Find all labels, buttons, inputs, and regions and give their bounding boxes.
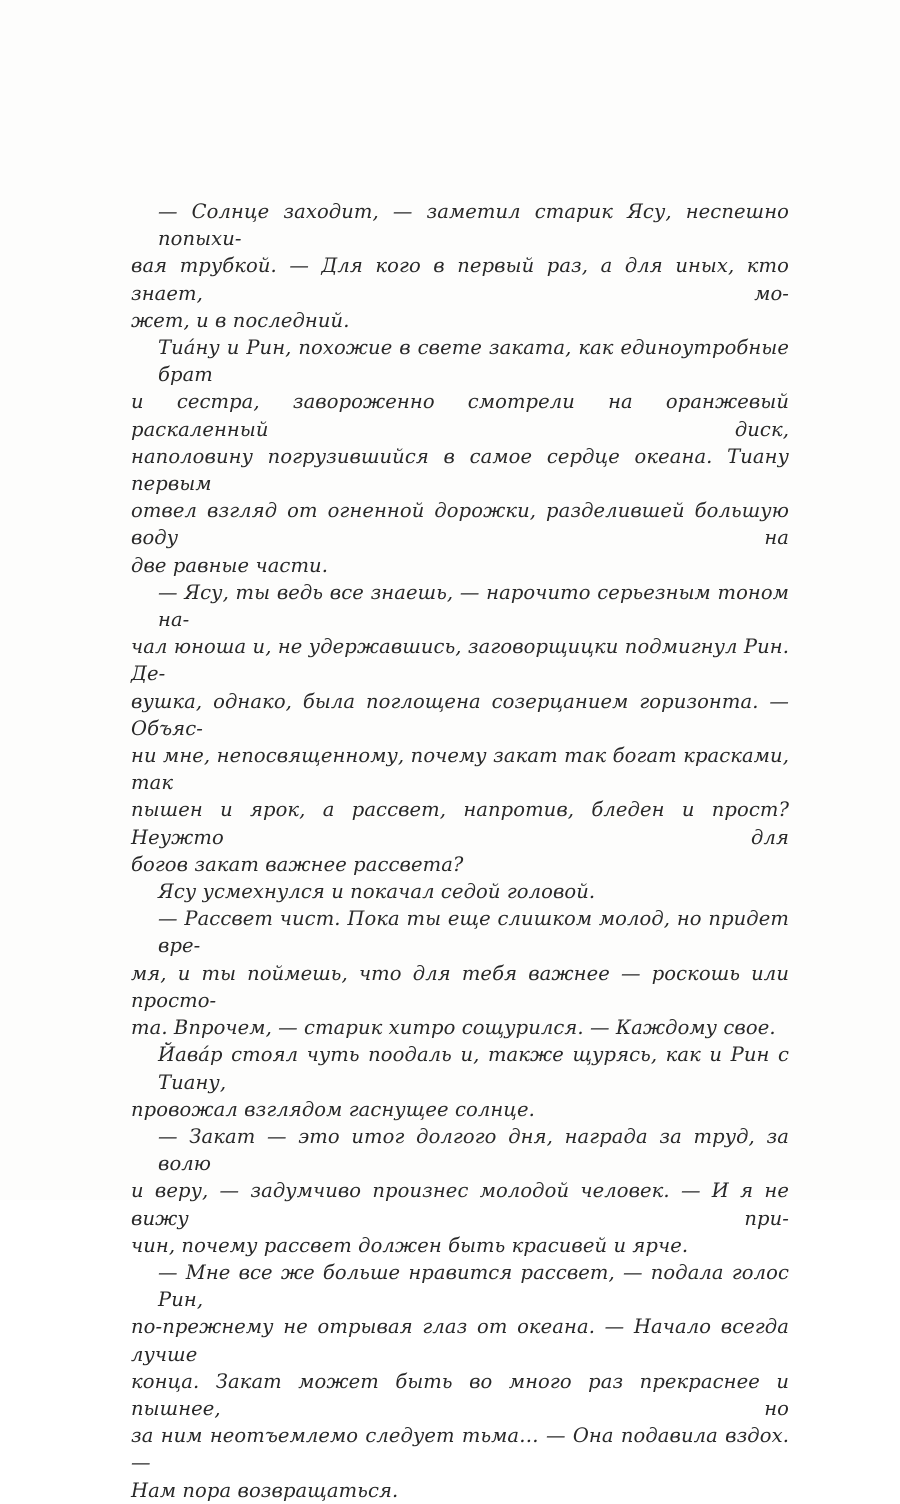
text-line: вушка, однако, была поглощена созерцанием горизонта. — Объяс- (131, 689, 789, 740)
text-line: Нам пора возвращаться. (131, 1478, 399, 1502)
text-line: — Закат — это итог долгого дня, награда за труд, за волю (158, 1124, 789, 1176)
text-line: по-прежнему не отрывая глаз от океана. — Начало всегда лучше (131, 1315, 789, 1366)
paragraph (131, 878, 789, 905)
paragraph (131, 1123, 789, 1259)
text-line: Тиа́ну и Рин, похожие в свете заката, как единоутробные брат (158, 336, 789, 387)
text-line: наполовину погрузившийся в самое сердце океана. Тиану первым (131, 444, 789, 496)
text-line: ни мне, непосвященному, почему закат так богат красками, так (131, 744, 789, 795)
text-line: пышен и ярок, а рассвет, напротив, бледен и прост? Неужто для (131, 798, 789, 849)
text-line: чал юноша и, не удержавшись, заговорщицки подмигнул Рин. Де- (131, 635, 789, 686)
paragraph (131, 198, 789, 334)
text-line: за ним неотъемлемо следует тьма… — Она подавила вздох. — (131, 1424, 789, 1475)
paragraph (131, 579, 789, 878)
text-line: вая трубкой. — Для кого в первый раз, а для иных, кто знает, мо- (131, 254, 789, 305)
text-line: Йава́р стоял чуть поодаль и, также щурясь, как и Рин с Тиану, (158, 1043, 789, 1094)
paragraph (131, 1259, 789, 1504)
text-line: мя, и ты поймешь, что для тебя важнее — роскошь или просто- (131, 961, 789, 1012)
text-line: — Солнце заходит, — заметил старик Ясу, неспешно попыхи- (158, 200, 789, 251)
text-line: Ясу усмехнулся и покачал седой головой. (158, 880, 596, 904)
text-line: и веру, — задумчиво произнес молодой человек. — И я не вижу при- (131, 1179, 789, 1230)
paragraph (131, 1041, 789, 1123)
text-line: и сестра, завороженно смотрели на оранжевый раскаленный диск, (131, 390, 789, 441)
text-line: жет, и в последний. (131, 308, 350, 332)
text-line: та. Впрочем, — старик хитро сощурился. — Каждому свое. (131, 1016, 776, 1040)
paragraph (131, 334, 789, 579)
paragraph (131, 905, 789, 1041)
text-line: конца. Закат может быть во много раз прекраснее и пышнее, но (131, 1369, 789, 1420)
text-line: — Мне все же больше нравится рассвет, — подала голос Рин, (158, 1260, 789, 1312)
text-line: отвел взгляд от огненной дорожки, разделившей большую воду на (131, 499, 789, 550)
text-line: чин, почему рассвет должен быть красивей и ярче. (131, 1233, 689, 1257)
text-line: две равные части. (131, 553, 328, 577)
text-line: провожал взглядом гаснущее солнце. (131, 1097, 535, 1121)
text-line: — Ясу, ты ведь все знаешь, — нарочито серьезным тоном на- (158, 580, 789, 632)
text-line: богов закат важнее рассвета? (131, 852, 464, 876)
text-line: — Рассвет чист. Пока ты еще слишком молод, но придет вре- (158, 907, 789, 958)
page-text-block (131, 198, 789, 1504)
